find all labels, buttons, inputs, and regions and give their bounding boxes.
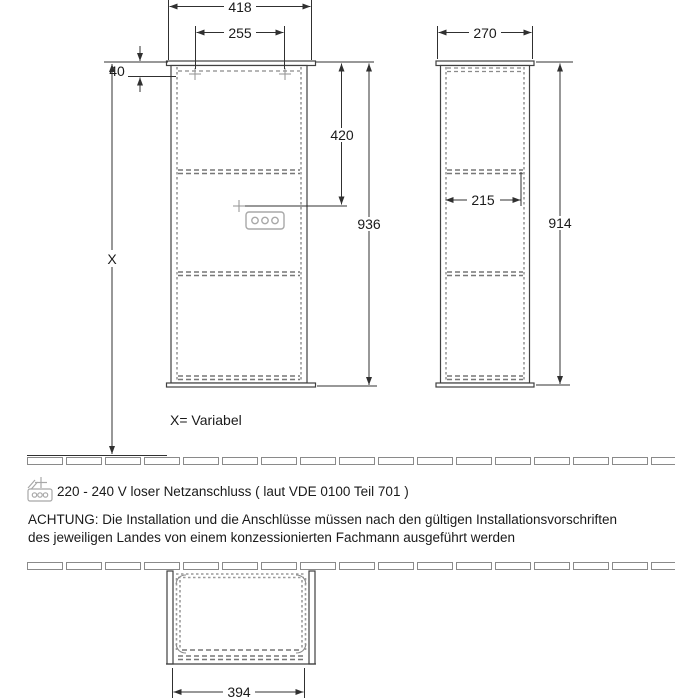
plan-view-dimensions [173, 668, 305, 700]
corner-hook-top-left [176, 575, 186, 584]
corner-hook-top-right [296, 575, 306, 584]
wall-tile-band-lower [27, 562, 675, 570]
dim-height-914: 914 [548, 215, 572, 231]
power-note: 220 - 240 V loser Netzanschluss ( laut VDE 0100 Teil 701 ) [57, 484, 409, 499]
dim-width-394: 394 [227, 684, 251, 700]
dim-height-936: 936 [357, 216, 381, 232]
cabinet-base [167, 383, 316, 387]
dim-depth-270: 270 [473, 25, 497, 41]
front-view-cabinet [167, 61, 348, 387]
cabinet-top-cap [436, 61, 534, 66]
power-connection-icon [28, 477, 52, 501]
cabinet-body [171, 66, 307, 384]
dim-inner-depth-215: 215 [471, 192, 495, 208]
cabinet-body [441, 66, 530, 384]
cabinet-top-cap [167, 61, 316, 66]
right-side-panel [309, 571, 315, 664]
dim-offset-40: 40 [109, 63, 125, 79]
variable-note: X= Variabel [170, 412, 242, 428]
dim-spacing-255: 255 [228, 25, 252, 41]
side-view-cabinet [436, 61, 534, 387]
dim-socket-420: 420 [330, 127, 354, 143]
warning-line2: des jeweiligen Landes von einem konzessionierten Fachmann ausgeführt werden [28, 530, 516, 545]
left-side-panel [167, 571, 173, 664]
corner-hook-bottom-left [176, 644, 186, 653]
plan-view-cabinet [166, 571, 316, 664]
dim-variable-x: X [107, 251, 117, 267]
warning-line1: ACHTUNG: Die Installation und die Anschlüsse müssen nach den gültigen Installationsvorschriften [28, 512, 618, 527]
cabinet-base [436, 383, 534, 387]
dim-width-418: 418 [228, 0, 252, 15]
floor-tile-band-upper [27, 457, 675, 465]
corner-hook-bottom-right [296, 644, 306, 653]
